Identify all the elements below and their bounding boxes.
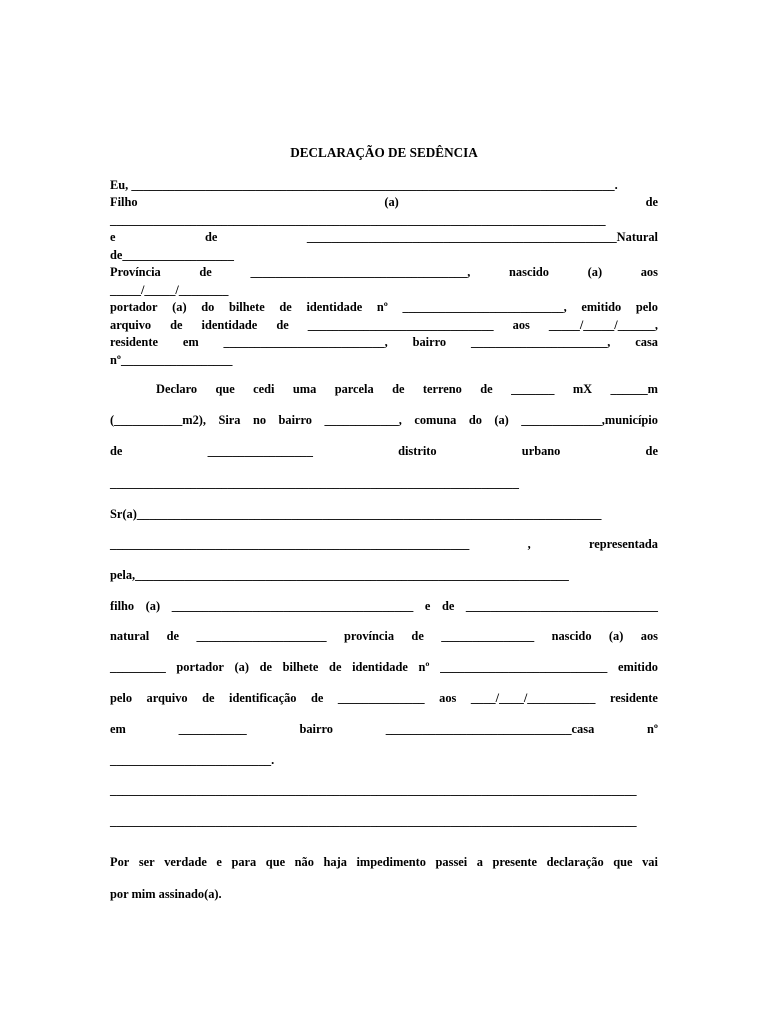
line-text: passei — [435, 855, 468, 869]
line-text: _______________________________________ — [171, 599, 414, 613]
line-text: cedi — [253, 382, 275, 396]
line-text: haja — [323, 855, 347, 869]
document-line — [110, 193, 658, 211]
line-text: __________________________, — [223, 335, 388, 349]
line-text: e — [424, 599, 431, 613]
line-text: ________________________________________________________________________________ — [110, 213, 606, 227]
line-text: ____/____/___________ — [470, 691, 596, 705]
line-text: nº — [647, 722, 658, 736]
line-text: (a) — [608, 629, 624, 643]
line-text: de — [110, 444, 123, 458]
line-text: (a) — [145, 599, 161, 613]
line-text: em — [110, 722, 126, 736]
line-text: província — [343, 629, 395, 643]
line-text: de — [310, 691, 324, 705]
document-line — [110, 211, 658, 229]
document-line — [110, 689, 658, 707]
line-text: representada — [588, 537, 658, 551]
line-text: em — [182, 335, 199, 349]
line-text: declaração — [546, 855, 604, 869]
document-line — [110, 411, 658, 429]
document-line — [110, 853, 658, 871]
line-text: _______________ — [441, 629, 535, 643]
line-text: uma — [292, 382, 317, 396]
line-text: de — [645, 444, 658, 458]
line-text: ser — [138, 855, 155, 869]
line-text: __________________________________________________________________ — [110, 476, 519, 490]
line-text: de — [411, 629, 424, 643]
line-text: aos — [640, 629, 658, 643]
line-text: pela,______________________________________________________________________ — [110, 568, 569, 582]
line-text: ______m — [610, 382, 658, 396]
line-text: identidade — [352, 660, 408, 674]
line-text: nascido — [509, 265, 549, 279]
line-text: ______________________________ — [307, 318, 494, 332]
line-text: no — [252, 413, 267, 427]
line-text: Declaro — [156, 382, 198, 396]
line-text: ______________________________casa — [385, 722, 595, 736]
line-text: identidade — [306, 300, 363, 314]
line-text: emitido — [618, 660, 658, 674]
line-text: emitido — [581, 300, 622, 314]
line-text: do — [201, 300, 215, 314]
line-text: de — [645, 195, 658, 209]
line-text: que — [215, 382, 235, 396]
document-line — [110, 263, 658, 281]
document-line — [110, 781, 658, 799]
line-text: por mim assinado(a). — [110, 887, 222, 901]
line-text: __________________________________________________________ — [110, 537, 470, 551]
line-text: (a) — [384, 195, 399, 209]
line-text: bairro — [278, 413, 312, 427]
line-text: que — [613, 855, 633, 869]
line-text: residente — [110, 335, 158, 349]
line-text: de — [170, 318, 183, 332]
line-text: de — [329, 660, 342, 674]
line-text: pelo — [110, 691, 133, 705]
line-text: do — [468, 413, 482, 427]
line-text: (a) — [172, 300, 187, 314]
line-text: _____________________ — [196, 629, 327, 643]
line-text: _______ — [511, 382, 555, 396]
line-text: não — [294, 855, 314, 869]
line-text: de — [441, 599, 455, 613]
line-text: aos — [439, 691, 457, 705]
line-text: Por — [110, 855, 130, 869]
line-text: (___________m2), — [110, 413, 207, 427]
line-text: distrito — [398, 444, 437, 458]
line-text: de — [199, 265, 212, 279]
document-line — [110, 812, 658, 830]
line-text: comuna — [414, 413, 457, 427]
line-text: identidade — [201, 318, 258, 332]
document-line — [110, 751, 658, 769]
document-line — [110, 535, 658, 553]
document-title: DECLARAÇÃO DE SEDÊNCIA — [290, 145, 478, 160]
line-text: parcela — [334, 382, 374, 396]
line-text: presente — [492, 855, 538, 869]
line-text: nº — [376, 300, 388, 314]
line-text: bairro — [412, 335, 447, 349]
line-text: de — [392, 382, 405, 396]
line-text: bairro — [299, 722, 333, 736]
line-text: _________________ — [207, 444, 313, 458]
line-text: _____________________________________________________________________________________ — [110, 783, 637, 797]
document-line — [110, 351, 658, 369]
line-text: Sr(a)___________________________________________________________________________ — [110, 507, 602, 521]
line-text: verdade — [164, 855, 207, 869]
line-text: ___________ — [178, 722, 247, 736]
line-text: (a) — [494, 413, 509, 427]
line-text: bilhete — [282, 660, 319, 674]
document-line — [110, 176, 658, 194]
line-text: __________________________________________________Natural — [306, 230, 658, 244]
line-text: _____/_____/______, — [548, 318, 658, 332]
line-text: _____/_____/________ — [110, 283, 229, 297]
line-text: portador — [110, 300, 158, 314]
line-text: arquivo — [146, 691, 188, 705]
line-text: pelo — [635, 300, 658, 314]
document-line — [110, 658, 658, 676]
line-text: aos — [640, 265, 658, 279]
line-text: vai — [642, 855, 658, 869]
line-text: ______________ — [337, 691, 425, 705]
line-text: ____________, — [324, 413, 402, 427]
document-line — [110, 281, 658, 299]
line-text: ______________________, — [470, 335, 611, 349]
line-text: natural — [110, 629, 150, 643]
line-text: _____________,município — [521, 413, 658, 427]
line-text: (a) — [234, 660, 249, 674]
line-text: portador — [176, 660, 224, 674]
line-text: nascido — [551, 629, 592, 643]
line-text: identificação — [229, 691, 297, 705]
line-text: aos — [512, 318, 530, 332]
line-text: terreno — [422, 382, 462, 396]
line-text: a — [476, 855, 483, 869]
line-text: casa — [635, 335, 658, 349]
line-text: _______________________________ — [465, 599, 658, 613]
document-line — [110, 885, 658, 903]
line-text: para — [231, 855, 257, 869]
line-text: (a) — [587, 265, 603, 279]
document-line — [110, 566, 658, 584]
line-text: de — [166, 629, 180, 643]
document-line — [156, 380, 658, 398]
line-text: Filho — [110, 195, 138, 209]
line-text: bilhete — [228, 300, 265, 314]
document-line — [110, 442, 658, 460]
line-text: residente — [609, 691, 658, 705]
document-line — [110, 228, 658, 246]
document-line — [110, 720, 658, 738]
line-text: e — [216, 855, 222, 869]
line-text: ___________________________________, — [250, 265, 471, 279]
line-text: de — [202, 691, 215, 705]
line-text: __________________________, — [402, 300, 567, 314]
line-text: nº__________________ — [110, 353, 233, 367]
line-text: que — [265, 855, 286, 869]
document-line — [110, 474, 658, 492]
line-text: , — [527, 537, 531, 551]
line-text: impedimento — [356, 855, 426, 869]
line-text: e — [110, 230, 116, 244]
line-text: de — [259, 660, 272, 674]
line-text: ___________________________ — [440, 660, 608, 674]
document-line — [110, 597, 658, 615]
line-text: de — [279, 300, 292, 314]
document-line — [110, 333, 658, 351]
line-text: filho — [110, 599, 135, 613]
line-text: de — [480, 382, 493, 396]
document-line — [110, 505, 658, 523]
line-text: de — [276, 318, 289, 332]
line-text: _________ — [110, 660, 166, 674]
document-line — [110, 298, 658, 316]
line-text: __________________________. — [110, 753, 275, 767]
line-text: mX — [572, 382, 593, 396]
line-text: _____________________________________________________________________________________ — [110, 814, 637, 828]
line-text: Sira — [218, 413, 241, 427]
line-text: Província — [110, 265, 161, 279]
line-text: de — [205, 230, 218, 244]
document-line — [110, 627, 658, 645]
line-text: urbano — [521, 444, 561, 458]
line-text: arquivo — [110, 318, 152, 332]
document-line — [110, 246, 658, 264]
line-text: Eu, ______________________________________________________________________________. — [110, 178, 618, 192]
document-line — [110, 316, 658, 334]
line-text: de__________________ — [110, 248, 234, 262]
line-text: nº — [418, 660, 430, 674]
